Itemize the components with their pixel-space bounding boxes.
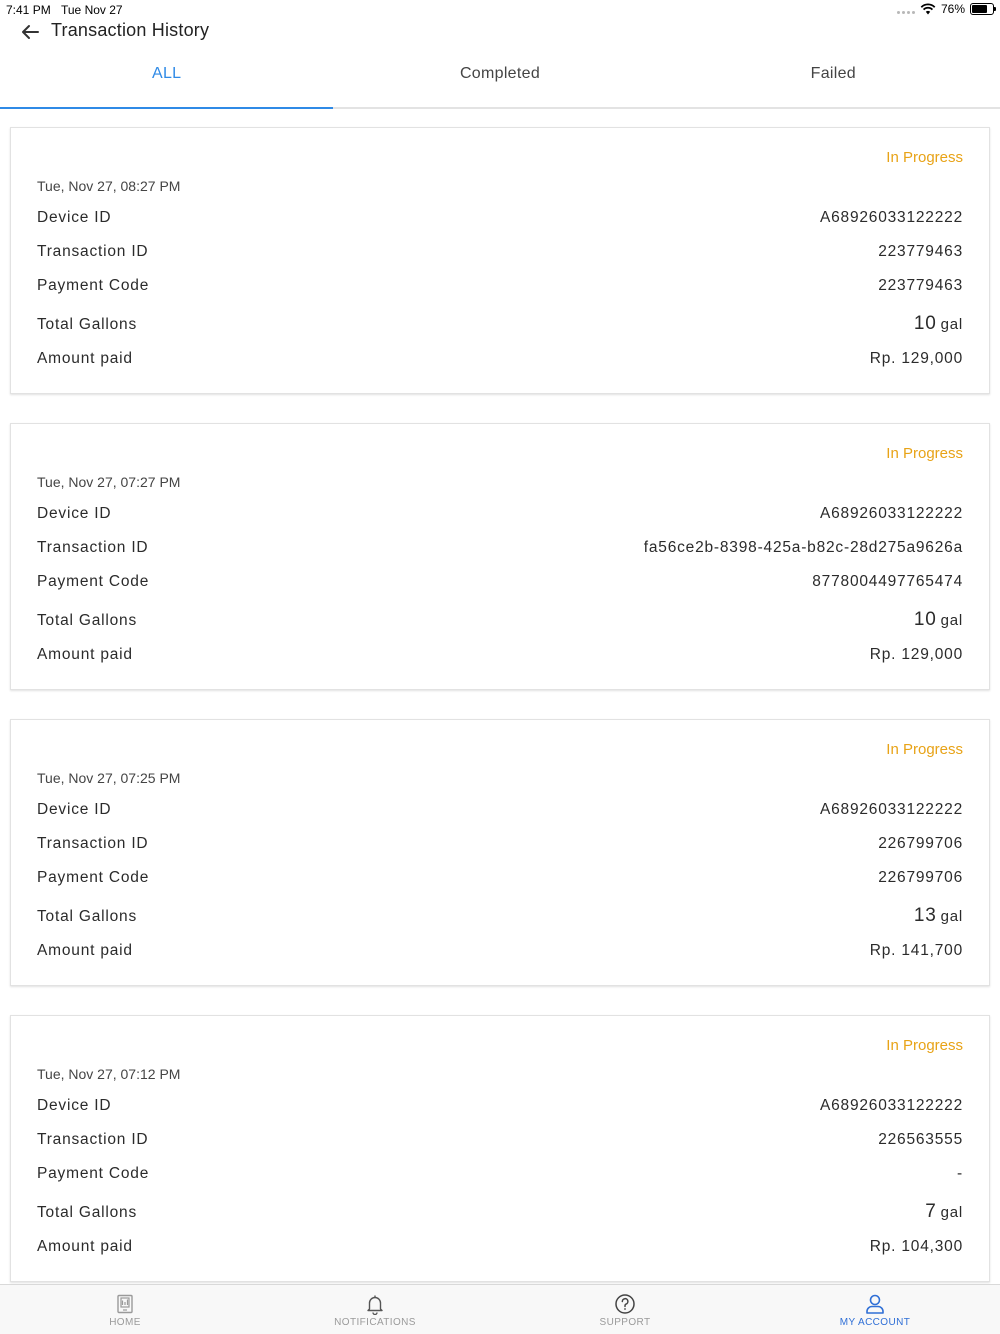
status-bar [0, 0, 1000, 20]
amount-paid-row [37, 1238, 963, 1260]
status-badge: In Progress [886, 445, 963, 462]
amount-paid-value: Rp. 141,700 [869, 942, 963, 959]
total-gallons-row [37, 905, 963, 927]
amount-paid-row [37, 646, 963, 668]
nav-my-account-label: MY ACCOUNT [839, 1317, 911, 1328]
nav-home[interactable] [0, 1285, 250, 1334]
back-button[interactable] [18, 20, 42, 44]
payment-code-label: Payment Code [37, 1165, 150, 1182]
transaction-card[interactable] [10, 719, 990, 986]
gallons-unit: gal [940, 612, 963, 629]
transaction-date: Tue, Nov 27, 07:27 PM [37, 474, 181, 490]
nav-support[interactable] [500, 1285, 750, 1334]
device-id-row [37, 209, 963, 231]
user-icon [864, 1293, 886, 1315]
bell-icon [364, 1293, 386, 1315]
transaction-id-row [37, 539, 963, 561]
total-gallons-value [914, 313, 963, 335]
device-id-row [37, 1097, 963, 1119]
amount-paid-label: Amount paid [37, 942, 133, 959]
total-gallons-value [914, 905, 963, 927]
transaction-date: Tue, Nov 27, 07:12 PM [37, 1066, 181, 1082]
nav-notifications-label: NOTIFICATIONS [334, 1317, 416, 1328]
payment-code-value: 223779463 [878, 277, 963, 294]
battery-icon [970, 3, 994, 15]
payment-code-row [37, 1165, 963, 1187]
total-gallons-value [914, 609, 963, 631]
tab-all[interactable]: ALL [0, 48, 333, 107]
tab-failed[interactable]: Failed [810, 65, 857, 82]
transaction-list [10, 127, 990, 1311]
payment-code-value: 8778004497765474 [812, 573, 963, 590]
home-icon [114, 1293, 136, 1315]
total-gallons-value [925, 1201, 963, 1223]
nav-home-label: HOME [109, 1317, 141, 1328]
transaction-id-value: 223779463 [878, 243, 963, 260]
payment-code-row [37, 573, 963, 595]
status-right [897, 2, 994, 16]
transaction-id-label: Transaction ID [37, 1131, 149, 1148]
device-id-row [37, 505, 963, 527]
amount-paid-value: Rp. 104,300 [869, 1238, 963, 1255]
transaction-id-value: 226563555 [878, 1131, 963, 1148]
nav-notifications[interactable] [250, 1285, 500, 1334]
payment-code-label: Payment Code [37, 277, 150, 294]
total-gallons-row [37, 313, 963, 335]
transaction-card[interactable] [10, 127, 990, 394]
wifi-icon [920, 3, 936, 15]
amount-paid-label: Amount paid [37, 350, 133, 367]
transaction-id-label: Transaction ID [37, 539, 149, 556]
cellular-signal-icon [897, 4, 915, 14]
amount-paid-row [37, 942, 963, 964]
total-gallons-row [37, 1201, 963, 1223]
payment-code-label: Payment Code [37, 573, 150, 590]
amount-paid-row [37, 350, 963, 372]
transaction-id-row [37, 243, 963, 265]
transaction-id-label: Transaction ID [37, 835, 149, 852]
device-id-label: Device ID [37, 209, 112, 226]
nav-support-label: SUPPORT [599, 1317, 651, 1328]
payment-code-value: 226799706 [878, 869, 963, 886]
amount-paid-value: Rp. 129,000 [869, 646, 963, 663]
gallons-unit: gal [940, 1204, 963, 1221]
device-id-label: Device ID [37, 1097, 112, 1114]
battery-percent: 76% [940, 2, 965, 16]
payment-code-label: Payment Code [37, 869, 150, 886]
device-id-label: Device ID [37, 801, 112, 818]
gallons-number: 13 [913, 905, 937, 926]
total-gallons-label: Total Gallons [37, 316, 138, 333]
device-id-label: Device ID [37, 505, 112, 522]
arrow-left-icon [18, 20, 42, 44]
status-badge: In Progress [886, 741, 963, 758]
transaction-date: Tue, Nov 27, 07:25 PM [37, 770, 181, 786]
status-time: 7:41 PM [6, 3, 51, 17]
total-gallons-label: Total Gallons [37, 908, 138, 925]
page-title: Transaction History [51, 20, 210, 40]
device-id-value: A68926033122222 [819, 209, 963, 226]
payment-code-value: - [957, 1165, 963, 1182]
gallons-unit: gal [940, 908, 963, 925]
device-id-row [37, 801, 963, 823]
battery-fill [972, 5, 987, 13]
bottom-nav [0, 1284, 1000, 1334]
transaction-id-row [37, 1131, 963, 1153]
gallons-number: 7 [925, 1201, 937, 1222]
transaction-card[interactable] [10, 1015, 990, 1282]
tab-completed[interactable]: Completed [459, 65, 541, 82]
transaction-id-value: 226799706 [878, 835, 963, 852]
amount-paid-value: Rp. 129,000 [869, 350, 963, 367]
total-gallons-row [37, 609, 963, 631]
transaction-id-label: Transaction ID [37, 243, 149, 260]
gallons-number: 10 [913, 313, 937, 334]
device-id-value: A68926033122222 [819, 505, 963, 522]
status-date: Tue Nov 27 [61, 3, 123, 17]
payment-code-row [37, 277, 963, 299]
question-icon [614, 1293, 636, 1315]
amount-paid-label: Amount paid [37, 1238, 133, 1255]
header [0, 18, 1000, 46]
transaction-card[interactable] [10, 423, 990, 690]
amount-paid-label: Amount paid [37, 646, 133, 663]
device-id-value: A68926033122222 [819, 801, 963, 818]
transaction-id-row [37, 835, 963, 857]
transaction-date: Tue, Nov 27, 08:27 PM [37, 178, 181, 194]
tab-bar [0, 48, 1000, 109]
transaction-id-value: fa56ce2b-8398-425a-b82c-28d275a9626a [643, 539, 963, 556]
status-badge: In Progress [886, 149, 963, 166]
gallons-number: 10 [913, 609, 937, 630]
device-id-value: A68926033122222 [819, 1097, 963, 1114]
payment-code-row [37, 869, 963, 891]
total-gallons-label: Total Gallons [37, 1204, 138, 1221]
status-badge: In Progress [886, 1037, 963, 1054]
nav-my-account[interactable] [750, 1285, 1000, 1334]
gallons-unit: gal [940, 316, 963, 333]
total-gallons-label: Total Gallons [37, 612, 138, 629]
